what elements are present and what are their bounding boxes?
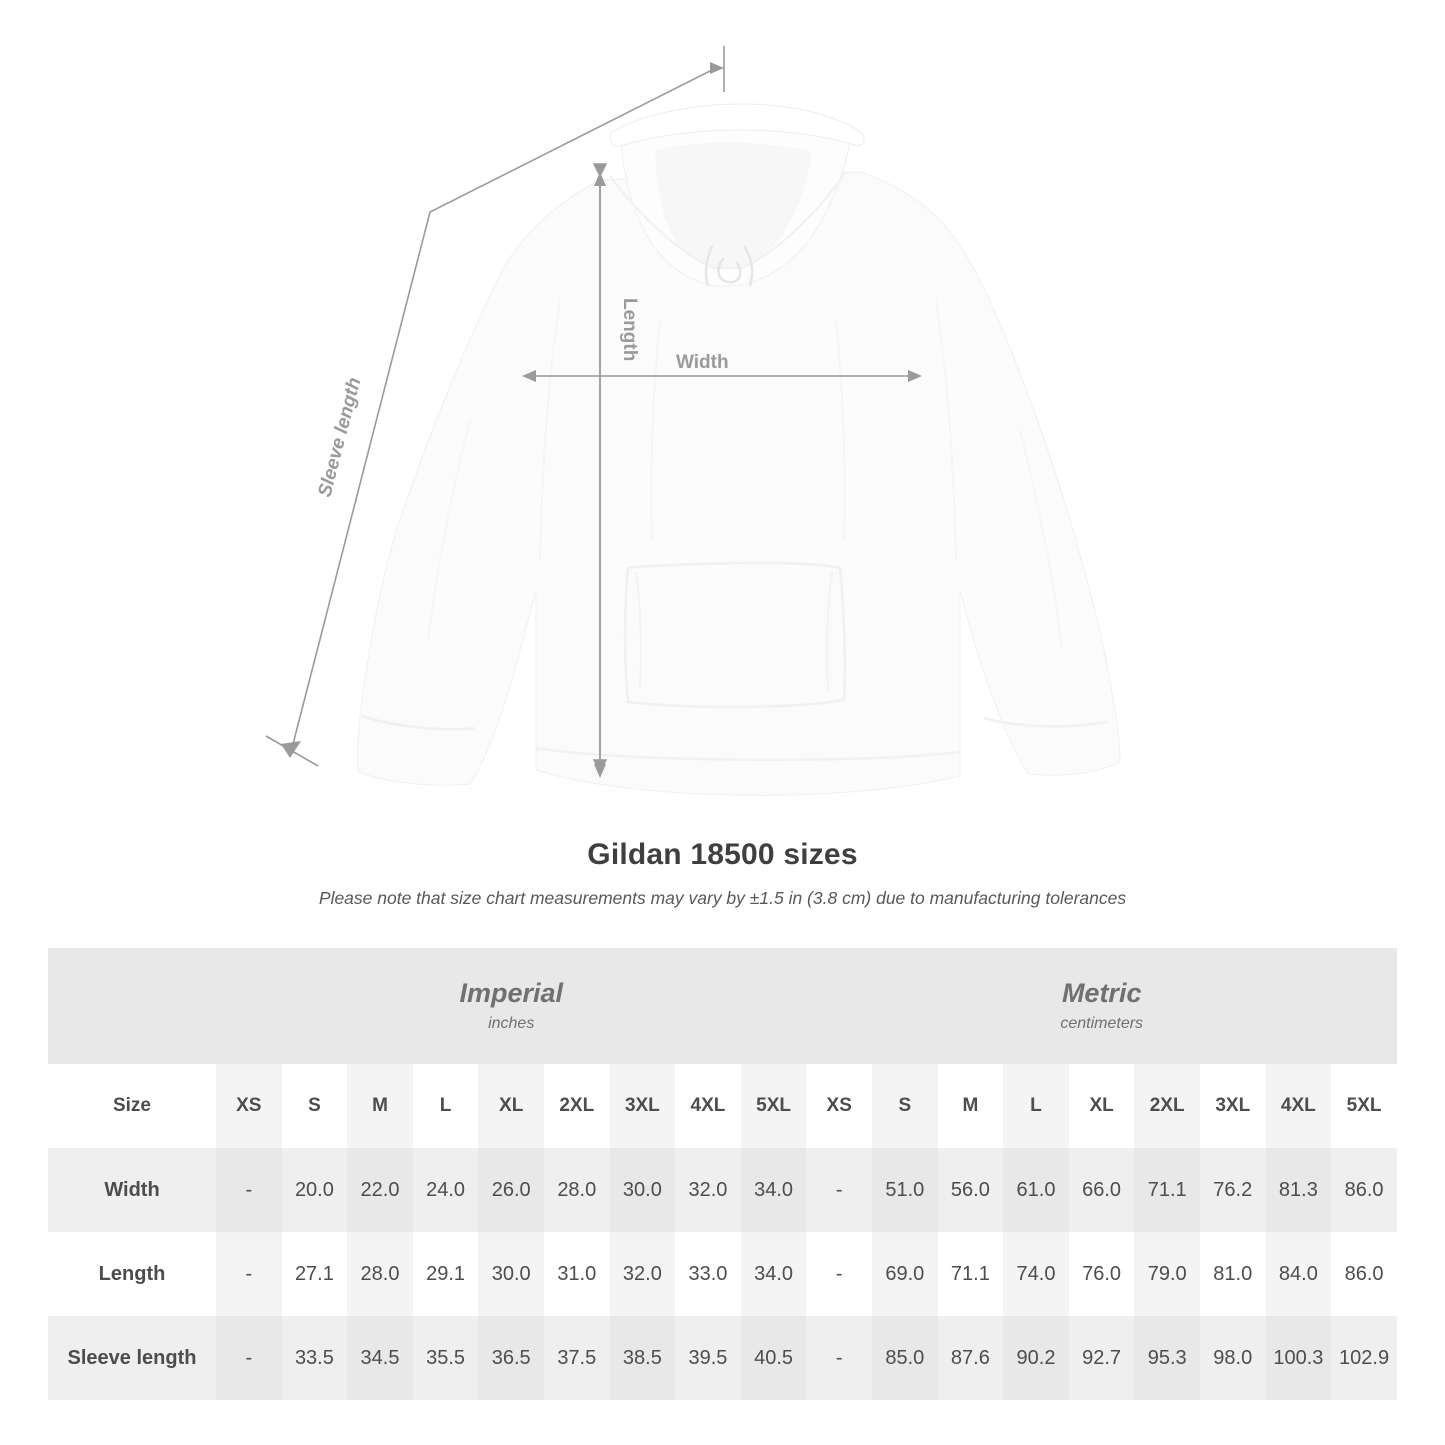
cell-width-metric-2: 56.0 <box>938 1148 1004 1232</box>
cell-width-imperial-4: 26.0 <box>478 1148 544 1232</box>
size-header-metric-1: S <box>872 1064 938 1148</box>
size-header-metric-6: 3XL <box>1200 1064 1266 1148</box>
table-row <box>48 1148 1397 1232</box>
cell-sleeve-metric-1: 85.0 <box>872 1316 938 1400</box>
size-header-imperial-3: L <box>413 1064 479 1148</box>
size-header-metric-2: M <box>938 1064 1004 1148</box>
cell-width-metric-7: 81.3 <box>1266 1148 1332 1232</box>
cell-length-imperial-4: 30.0 <box>478 1232 544 1316</box>
size-table <box>48 948 1397 1400</box>
unit-name-imperial: Imperial <box>459 977 563 1008</box>
size-header-row <box>48 1064 1397 1148</box>
row-label-width: Width <box>48 1148 216 1232</box>
cell-length-metric-4: 76.0 <box>1069 1232 1135 1316</box>
cell-length-metric-1: 69.0 <box>872 1232 938 1316</box>
size-header-imperial-8: 5XL <box>741 1064 807 1148</box>
cell-sleeve-metric-7: 100.3 <box>1266 1316 1332 1400</box>
cell-length-metric-6: 81.0 <box>1200 1232 1266 1316</box>
cell-sleeve-metric-2: 87.6 <box>938 1316 1004 1400</box>
size-header-imperial-6: 3XL <box>610 1064 676 1148</box>
cell-sleeve-imperial-0: - <box>216 1316 282 1400</box>
cell-sleeve-metric-6: 98.0 <box>1200 1316 1266 1400</box>
size-header-imperial-0: XS <box>216 1064 282 1148</box>
cell-sleeve-metric-3: 90.2 <box>1003 1316 1069 1400</box>
cell-length-metric-8: 86.0 <box>1331 1232 1397 1316</box>
cell-length-metric-5: 79.0 <box>1134 1232 1200 1316</box>
cell-width-imperial-6: 30.0 <box>610 1148 676 1232</box>
cell-length-metric-0: - <box>806 1232 872 1316</box>
unit-header-row <box>48 948 1397 1064</box>
width-label: Width <box>676 352 729 373</box>
cell-sleeve-metric-8: 102.9 <box>1331 1316 1397 1400</box>
size-header-imperial-1: S <box>282 1064 348 1148</box>
cell-sleeve-imperial-1: 33.5 <box>282 1316 348 1400</box>
cell-width-imperial-3: 24.0 <box>413 1148 479 1232</box>
cell-sleeve-imperial-8: 40.5 <box>741 1316 807 1400</box>
cell-sleeve-metric-0: - <box>806 1316 872 1400</box>
cell-length-imperial-3: 29.1 <box>413 1232 479 1316</box>
cell-width-metric-3: 61.0 <box>1003 1148 1069 1232</box>
cell-sleeve-metric-4: 92.7 <box>1069 1316 1135 1400</box>
unit-sub-imperial: inches <box>488 1015 535 1033</box>
cell-width-metric-5: 71.1 <box>1134 1148 1200 1232</box>
cell-length-imperial-5: 31.0 <box>544 1232 610 1316</box>
cell-length-imperial-2: 28.0 <box>347 1232 413 1316</box>
unit-header-spacer <box>48 948 216 1064</box>
unit-name-metric: Metric <box>1061 977 1142 1008</box>
cell-length-imperial-6: 32.0 <box>610 1232 676 1316</box>
table-row <box>48 1316 1397 1400</box>
size-header-metric-5: 2XL <box>1134 1064 1200 1148</box>
table-row <box>48 1232 1397 1316</box>
cell-length-imperial-0: - <box>216 1232 282 1316</box>
cell-width-metric-0: - <box>806 1148 872 1232</box>
cell-length-metric-3: 74.0 <box>1003 1232 1069 1316</box>
hoodie-shape <box>357 104 1120 795</box>
length-label: Length <box>619 298 640 362</box>
cell-length-imperial-7: 33.0 <box>675 1232 741 1316</box>
size-header-metric-4: XL <box>1069 1064 1135 1148</box>
cell-width-imperial-0: - <box>216 1148 282 1232</box>
row-label-sleeve-length: Sleeve length <box>48 1316 216 1400</box>
size-header-metric-3: L <box>1003 1064 1069 1148</box>
size-header-label: Size <box>48 1064 216 1148</box>
size-header-imperial-2: M <box>347 1064 413 1148</box>
cell-width-imperial-5: 28.0 <box>544 1148 610 1232</box>
cell-width-metric-1: 51.0 <box>872 1148 938 1232</box>
cell-sleeve-imperial-2: 34.5 <box>347 1316 413 1400</box>
unit-sub-metric: centimeters <box>1060 1015 1144 1033</box>
size-header-imperial-7: 4XL <box>675 1064 741 1148</box>
cell-width-metric-4: 66.0 <box>1069 1148 1135 1232</box>
cell-width-metric-8: 86.0 <box>1331 1148 1397 1232</box>
size-header-metric-8: 5XL <box>1331 1064 1397 1148</box>
unit-header-metric <box>806 948 1397 1064</box>
size-header-metric-0: XS <box>806 1064 872 1148</box>
tolerance-note: Please note that size chart measurements may vary by ±1.5 in (3.8 cm) due to manufacturing tolerances <box>318 888 1127 908</box>
page-title: Gildan 18500 sizes <box>587 838 858 871</box>
chart-heading <box>0 838 1445 909</box>
unit-header-imperial <box>216 948 806 1064</box>
cell-width-imperial-8: 34.0 <box>741 1148 807 1232</box>
cell-sleeve-imperial-7: 39.5 <box>675 1316 741 1400</box>
size-header-imperial-5: 2XL <box>544 1064 610 1148</box>
cell-length-metric-2: 71.1 <box>938 1232 1004 1316</box>
cell-sleeve-metric-5: 95.3 <box>1134 1316 1200 1400</box>
cell-sleeve-imperial-6: 38.5 <box>610 1316 676 1400</box>
size-header-metric-7: 4XL <box>1266 1064 1332 1148</box>
cell-width-imperial-7: 32.0 <box>675 1148 741 1232</box>
cell-sleeve-imperial-5: 37.5 <box>544 1316 610 1400</box>
cell-length-metric-7: 84.0 <box>1266 1232 1332 1316</box>
cell-sleeve-imperial-3: 35.5 <box>413 1316 479 1400</box>
cell-width-imperial-1: 20.0 <box>282 1148 348 1232</box>
cell-width-imperial-2: 22.0 <box>347 1148 413 1232</box>
cell-length-imperial-8: 34.0 <box>741 1232 807 1316</box>
sleeve-length-label: Sleeve length <box>314 375 366 500</box>
cell-sleeve-imperial-4: 36.5 <box>478 1316 544 1400</box>
size-table-container <box>48 948 1397 1400</box>
cell-length-imperial-1: 27.1 <box>282 1232 348 1316</box>
cell-width-metric-6: 76.2 <box>1200 1148 1266 1232</box>
row-label-length: Length <box>48 1232 216 1316</box>
size-header-imperial-4: XL <box>478 1064 544 1148</box>
